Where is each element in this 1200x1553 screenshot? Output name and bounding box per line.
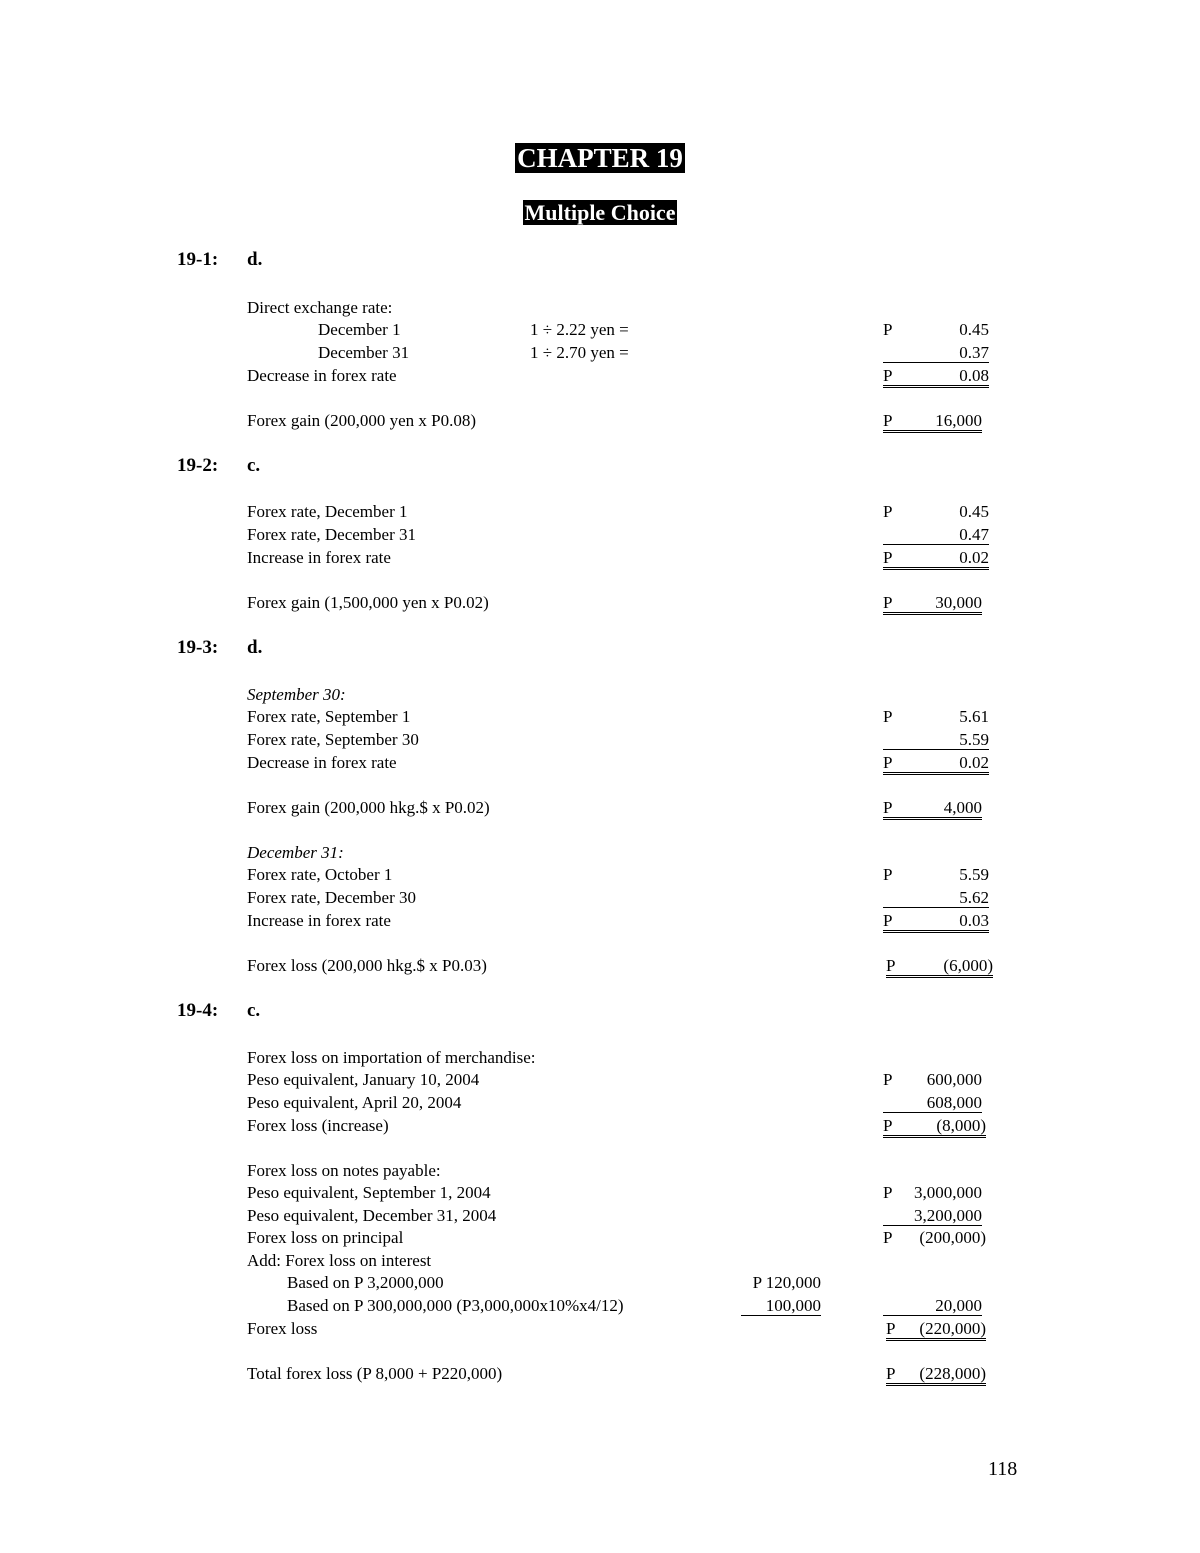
line-label: Peso equivalent, September 1, 2004 [247,1183,491,1202]
sub-amount: P 120,000 [752,1273,821,1292]
chapter-title: CHAPTER 19 [517,143,683,173]
line-label: Forex rate, September 1 [247,707,411,726]
line-label: Forex loss (increase) [247,1116,389,1135]
amount: P (228,000) [886,1363,986,1386]
line-label: Forex rate, December 30 [247,888,416,907]
question-number: 19-3: [177,637,219,658]
sub-amount: 100,000 [741,1295,821,1316]
line-label: Forex rate, September 30 [247,730,419,749]
amount: 3,200,000 [883,1205,982,1226]
question-number: 19-1: [177,249,219,270]
line-label: Direct exchange rate: [247,298,393,317]
line-label: Decrease in forex rate [247,753,397,772]
line-label: December 1 [318,320,401,339]
amount: 0.37 [883,342,989,363]
line-formula: 1 ÷ 2.70 yen = [530,343,629,362]
section-heading: Forex loss on notes payable: [247,1161,441,1180]
line-label: Forex rate, December 1 [247,502,408,521]
question-number: 19-2: [177,455,219,476]
line-label: Peso equivalent, January 10, 2004 [247,1070,480,1089]
line-label: Forex loss on principal [247,1228,404,1247]
line-label: Forex gain (200,000 hkg.$ x P0.02) [247,798,490,817]
section-heading: December 31: [247,843,344,862]
question-number: 19-4: [177,1000,219,1021]
amount: P (220,000) [886,1318,986,1341]
line-label: Forex rate, October 1 [247,865,393,884]
line-label: Decrease in forex rate [247,366,397,385]
line-label: Increase in forex rate [247,548,391,567]
line-label: Increase in forex rate [247,911,391,930]
line-label: Forex loss (200,000 hkg.$ x P0.03) [247,956,487,975]
amount: 608,000 [883,1092,982,1113]
line-label: Peso equivalent, December 31, 2004 [247,1206,497,1225]
amount: P 30,000 [883,592,982,615]
section-heading: Forex loss on importation of merchandise: [247,1048,536,1067]
question-answer: d. [247,249,263,270]
line-label: Forex gain (1,500,000 yen x P0.02) [247,593,489,612]
amount: P (8,000) [883,1115,986,1138]
amount: P (6,000) [886,955,993,978]
question-answer: c. [247,455,261,476]
line-label: Total forex loss (P 8,000 + P220,000) [247,1364,503,1383]
amount: P 16,000 [883,410,982,433]
amount: P 0.08 [883,365,989,388]
amount: P 0.02 [883,547,989,570]
amount: 5.62 [883,887,989,908]
page-number: 118 [988,1458,1018,1480]
amount: 20,000 [883,1295,982,1316]
line-formula: 1 ÷ 2.22 yen = [530,320,629,339]
line-label: Forex gain (200,000 yen x P0.08) [247,411,477,430]
line-label: Forex rate, December 31 [247,525,416,544]
amount: P 0.03 [883,910,989,933]
amount: P 4,000 [883,797,982,820]
line-label: Add: Forex loss on interest [247,1251,432,1270]
amount: P 0.02 [883,752,989,775]
line-label: December 31 [318,343,410,362]
amount: 5.59 [883,729,989,750]
section-title: Multiple Choice [524,200,676,225]
line-label: Forex loss [247,1319,318,1338]
line-label: Based on P 3,2000,000 [287,1273,444,1292]
question-answer: c. [247,1000,261,1021]
line-label: Peso equivalent, April 20, 2004 [247,1093,462,1112]
question-answer: d. [247,637,263,658]
section-heading: September 30: [247,685,346,704]
amount: 0.47 [883,524,989,545]
line-label: Based on P 300,000,000 (P3,000,000x10%x4/12) [287,1296,624,1315]
